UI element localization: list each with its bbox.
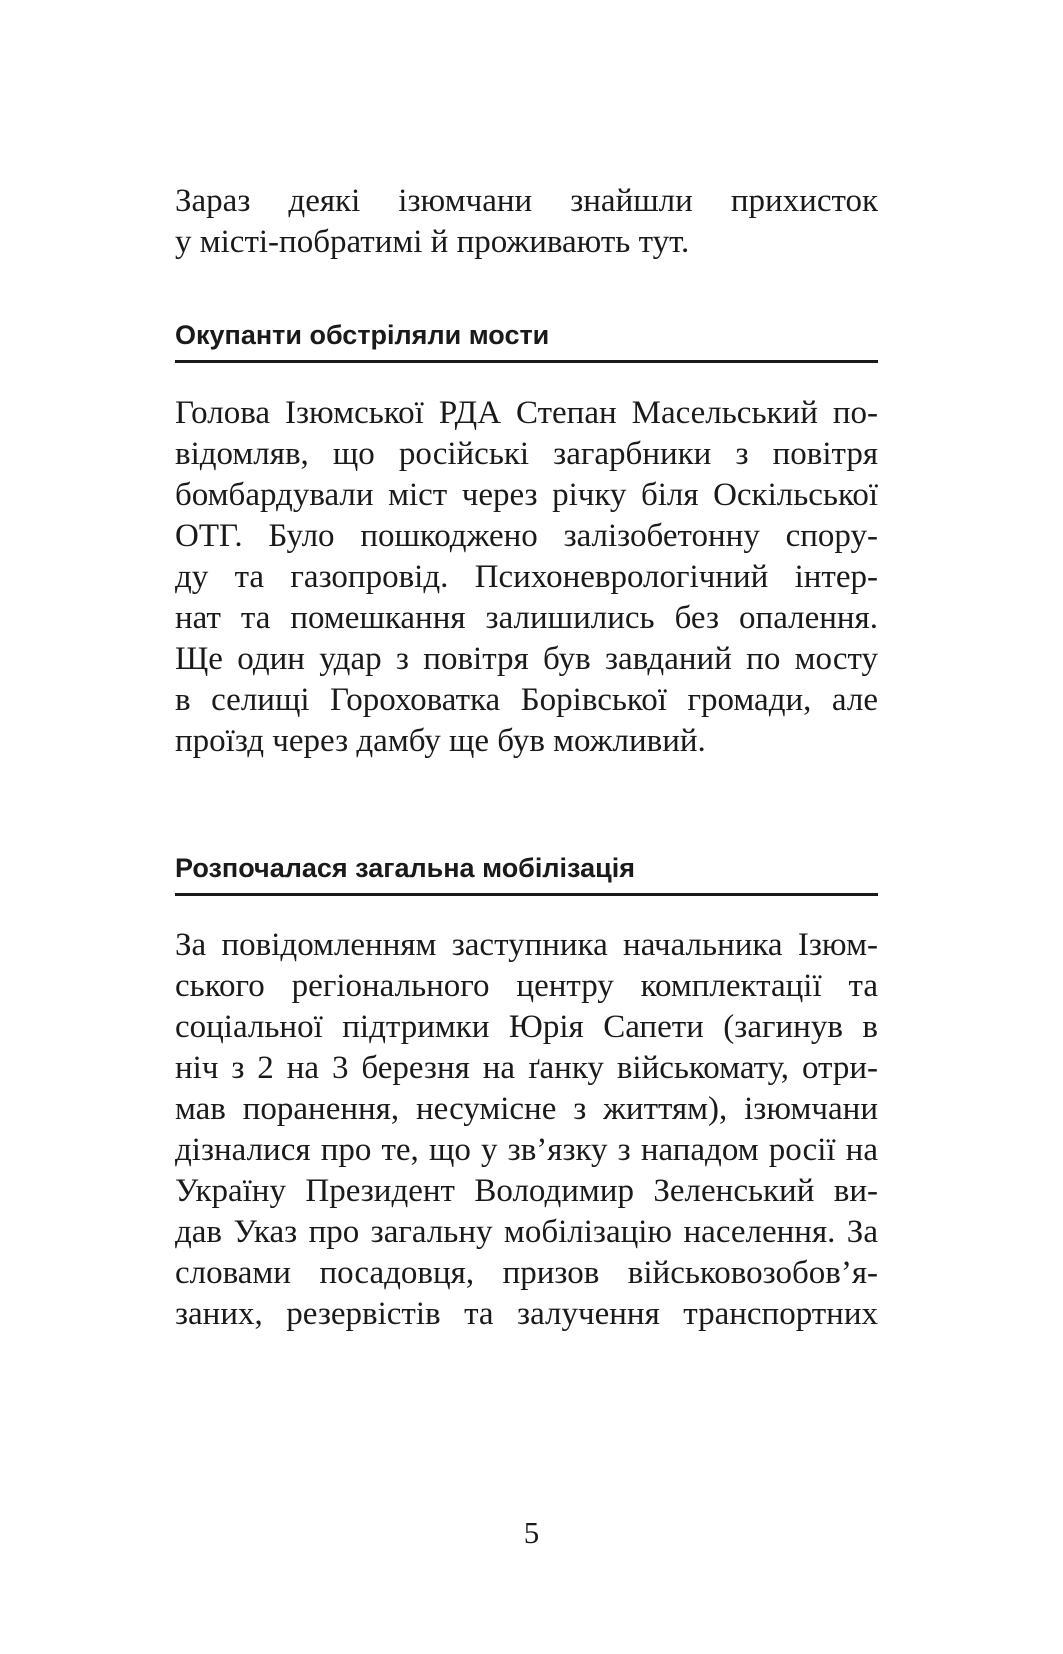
text-line: проїзд через дамбу ще був можливий. bbox=[175, 723, 706, 759]
section-title: Розпочалася загальна мобілізація bbox=[175, 851, 878, 896]
text-line: Зараз деякі ізюмчани знайшли прихисток bbox=[175, 183, 878, 219]
text-line: в селищі Гороховатка Борівської громади, але bbox=[175, 682, 878, 718]
text-line: дізналися про те, що у зв’язку з нападом росії на bbox=[175, 1132, 878, 1168]
text-line: ніч з 2 на 3 березня на ґанку військомату, отри- bbox=[175, 1050, 878, 1086]
intro-paragraph bbox=[175, 181, 878, 263]
section-heading-mobilization bbox=[175, 851, 878, 896]
text-line: За повідомленням заступника начальника Ізюм- bbox=[175, 927, 878, 963]
text-line: бомбардували міст через річку біля Оскільської bbox=[175, 477, 878, 513]
text-line: заних, резервістів та залучення транспортних bbox=[175, 1296, 878, 1332]
text-line: Голова Ізюмської РДА Степан Масельський по- bbox=[175, 395, 878, 431]
section-body-bridges bbox=[175, 393, 878, 762]
section-body-mobilization bbox=[175, 925, 878, 1335]
page-number: 5 bbox=[523, 1515, 540, 1550]
text-line: словами посадовця, призов військовозобов’я- bbox=[175, 1255, 878, 1291]
text-line: соціальної підтримки Юрія Сапети (загинув в bbox=[175, 1009, 878, 1045]
text-line: дав Указ про загальну мобілізацію населення. За bbox=[175, 1214, 878, 1250]
section-title: Окупанти обстріляли мости bbox=[175, 318, 878, 363]
text-line: у місті-побратимі й проживають тут. bbox=[175, 224, 690, 260]
text-line: ОТГ. Було пошкоджено залізобетонну спору- bbox=[175, 518, 878, 554]
text-line: мав поранення, несумісне з життям), ізюмчани bbox=[175, 1091, 878, 1127]
text-line: ського регіонального центру комплектації та bbox=[175, 968, 878, 1004]
text-line: Україну Президент Володимир Зеленський ви- bbox=[175, 1173, 878, 1209]
text-line: відомляв, що російські загарбники з повітря bbox=[175, 436, 878, 472]
text-line: ду та газопровід. Психоневрологічний інтер- bbox=[175, 559, 878, 595]
text-line: Ще один удар з повітря був завданий по мосту bbox=[175, 641, 878, 677]
text-line: нат та помешкання залишились без опалення. bbox=[175, 600, 878, 636]
section-heading-bridges bbox=[175, 318, 878, 363]
